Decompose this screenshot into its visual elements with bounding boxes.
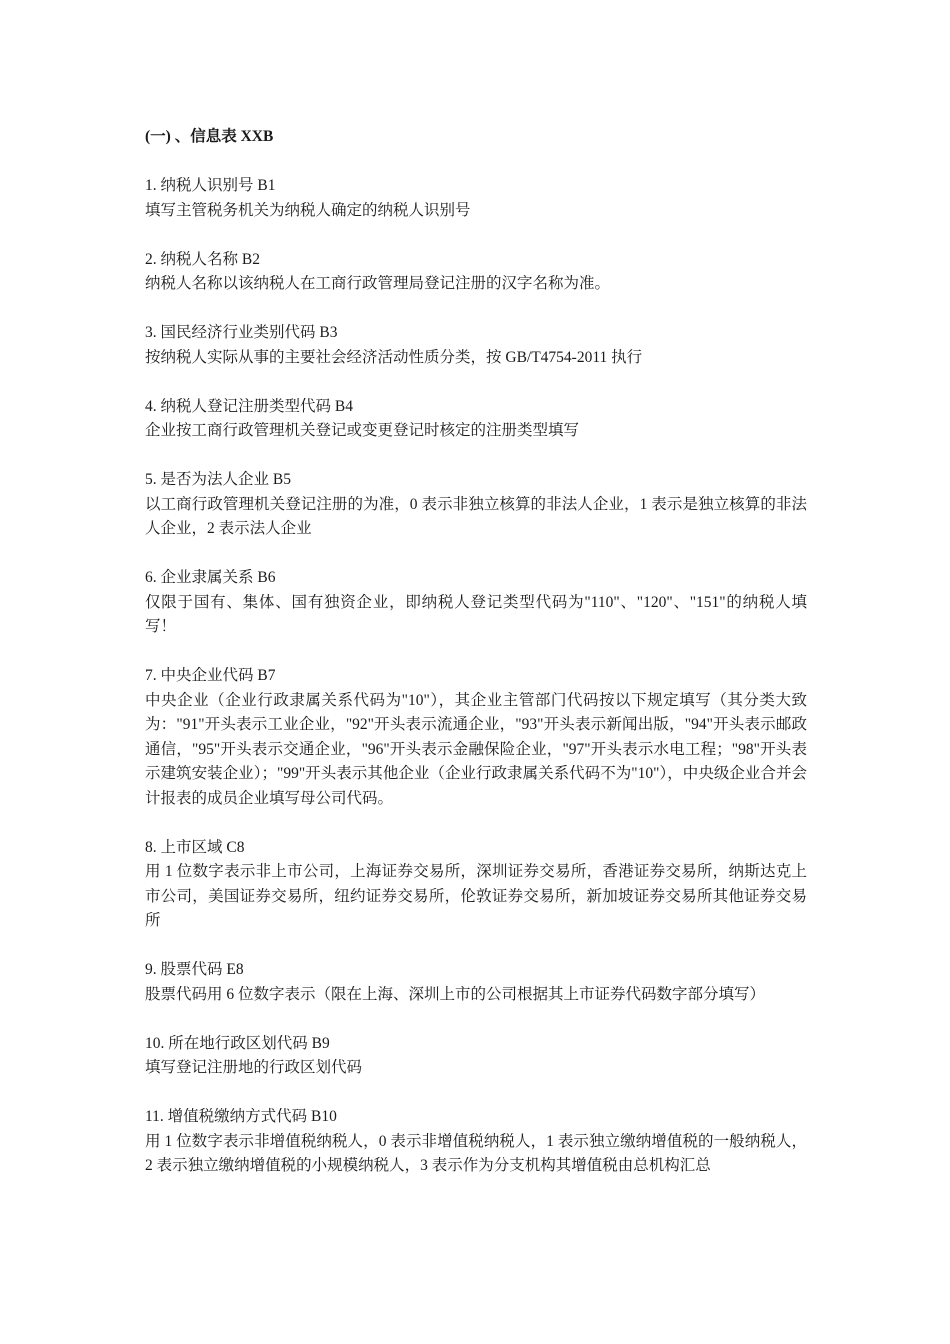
- field-title: 2. 纳税人名称 B2: [145, 250, 260, 268]
- field-item-b6: [145, 566, 807, 640]
- field-description: 仅限于国有、集体、国有独资企业，即纳税人登记类型代码为"110"、"120"、"151"的纳税人填写！: [145, 593, 807, 635]
- field-description: 填写登记注册地的行政区划代码: [145, 1059, 363, 1076]
- field-item-b5: [145, 468, 807, 542]
- field-description: 用 1 位数字表示非上市公司，上海证券交易所，深圳证券交易所，香港证券交易所，纳斯达克上市公司，美国证券交易所，纽约证券交易所，伦敦证券交易所，新加坡证券交易所其他证券交易所: [145, 863, 807, 929]
- field-description: 填写主管税务机关为纳税人确定的纳税人识别号: [145, 201, 471, 219]
- field-title: 3. 国民经济行业类别代码 B3: [145, 324, 338, 341]
- field-description: 用 1 位数字表示非增值税纳税人，0 表示非增值税纳税人，1 表示独立缴纳增值税的一般纳税人，2 表示独立缴纳增值税的小规模纳税人，3 表示作为分支机构其增值税由总机构汇总: [145, 1132, 807, 1174]
- field-title: 10. 所在地行政区划代码 B9: [145, 1034, 330, 1052]
- field-description: 企业按工商行政管理机关登记或变更登记时核定的注册类型填写: [145, 422, 580, 439]
- section-heading: (一) 、信息表 XXB: [145, 128, 274, 145]
- field-item-e8: [145, 958, 807, 1007]
- field-description: 股票代码用 6 位数字表示（限在上海、深圳上市的公司根据其上市证券代码数字部分填写）: [145, 985, 766, 1003]
- field-item-c8: [145, 836, 807, 934]
- field-title: 4. 纳税人登记注册类型代码 B4: [145, 397, 353, 415]
- field-item-b1: [145, 174, 807, 223]
- field-item-b2: [145, 248, 807, 297]
- field-item-b9: [145, 1032, 807, 1081]
- field-item-b4: [145, 395, 807, 444]
- field-title: 8. 上市区域 C8: [145, 838, 245, 856]
- field-title: 1. 纳税人识别号 B1: [145, 177, 276, 194]
- field-description: 纳税人名称以该纳税人在工商行政管理局登记注册的汉字名称为准。: [145, 275, 611, 292]
- field-description: 中央企业（企业行政隶属关系代码为"10"），其企业主管部门代码按以下规定填写（其分类大致为："91"开头表示工业企业，"92"开头表示流通企业，"93"开头表示新闻出版，"94"开头表示邮政通信，"95"开头表示交通企业，"96"开头表示金融保险企业，"97"开头表示水电工程；"98"开头表示建筑安装企业）；"99"开头表示其他企业（企业行政隶属关系代码不为"10"），中央级企业合并会计报表的成员企业填写母公司代码。: [145, 691, 807, 807]
- field-title: 9. 股票代码 E8: [145, 961, 244, 978]
- field-description: 以工商行政管理机关登记注册的为准，0 表示非独立核算的非法人企业，1 表示是独立核算的非法人企业，2 表示法人企业: [145, 495, 807, 537]
- field-item-b3: [145, 321, 807, 370]
- field-title: 6. 企业隶属关系 B6: [145, 569, 276, 586]
- field-description: 按纳税人实际从事的主要社会经济活动性质分类，按 GB/T4754-2011 执行: [145, 348, 643, 366]
- field-title: 5. 是否为法人企业 B5: [145, 471, 291, 488]
- field-item-b7: [145, 664, 807, 811]
- field-item-b10: [145, 1105, 807, 1179]
- field-title: 7. 中央企业代码 B7: [145, 667, 276, 684]
- field-title: 11. 增值税缴纳方式代码 B10: [145, 1108, 337, 1125]
